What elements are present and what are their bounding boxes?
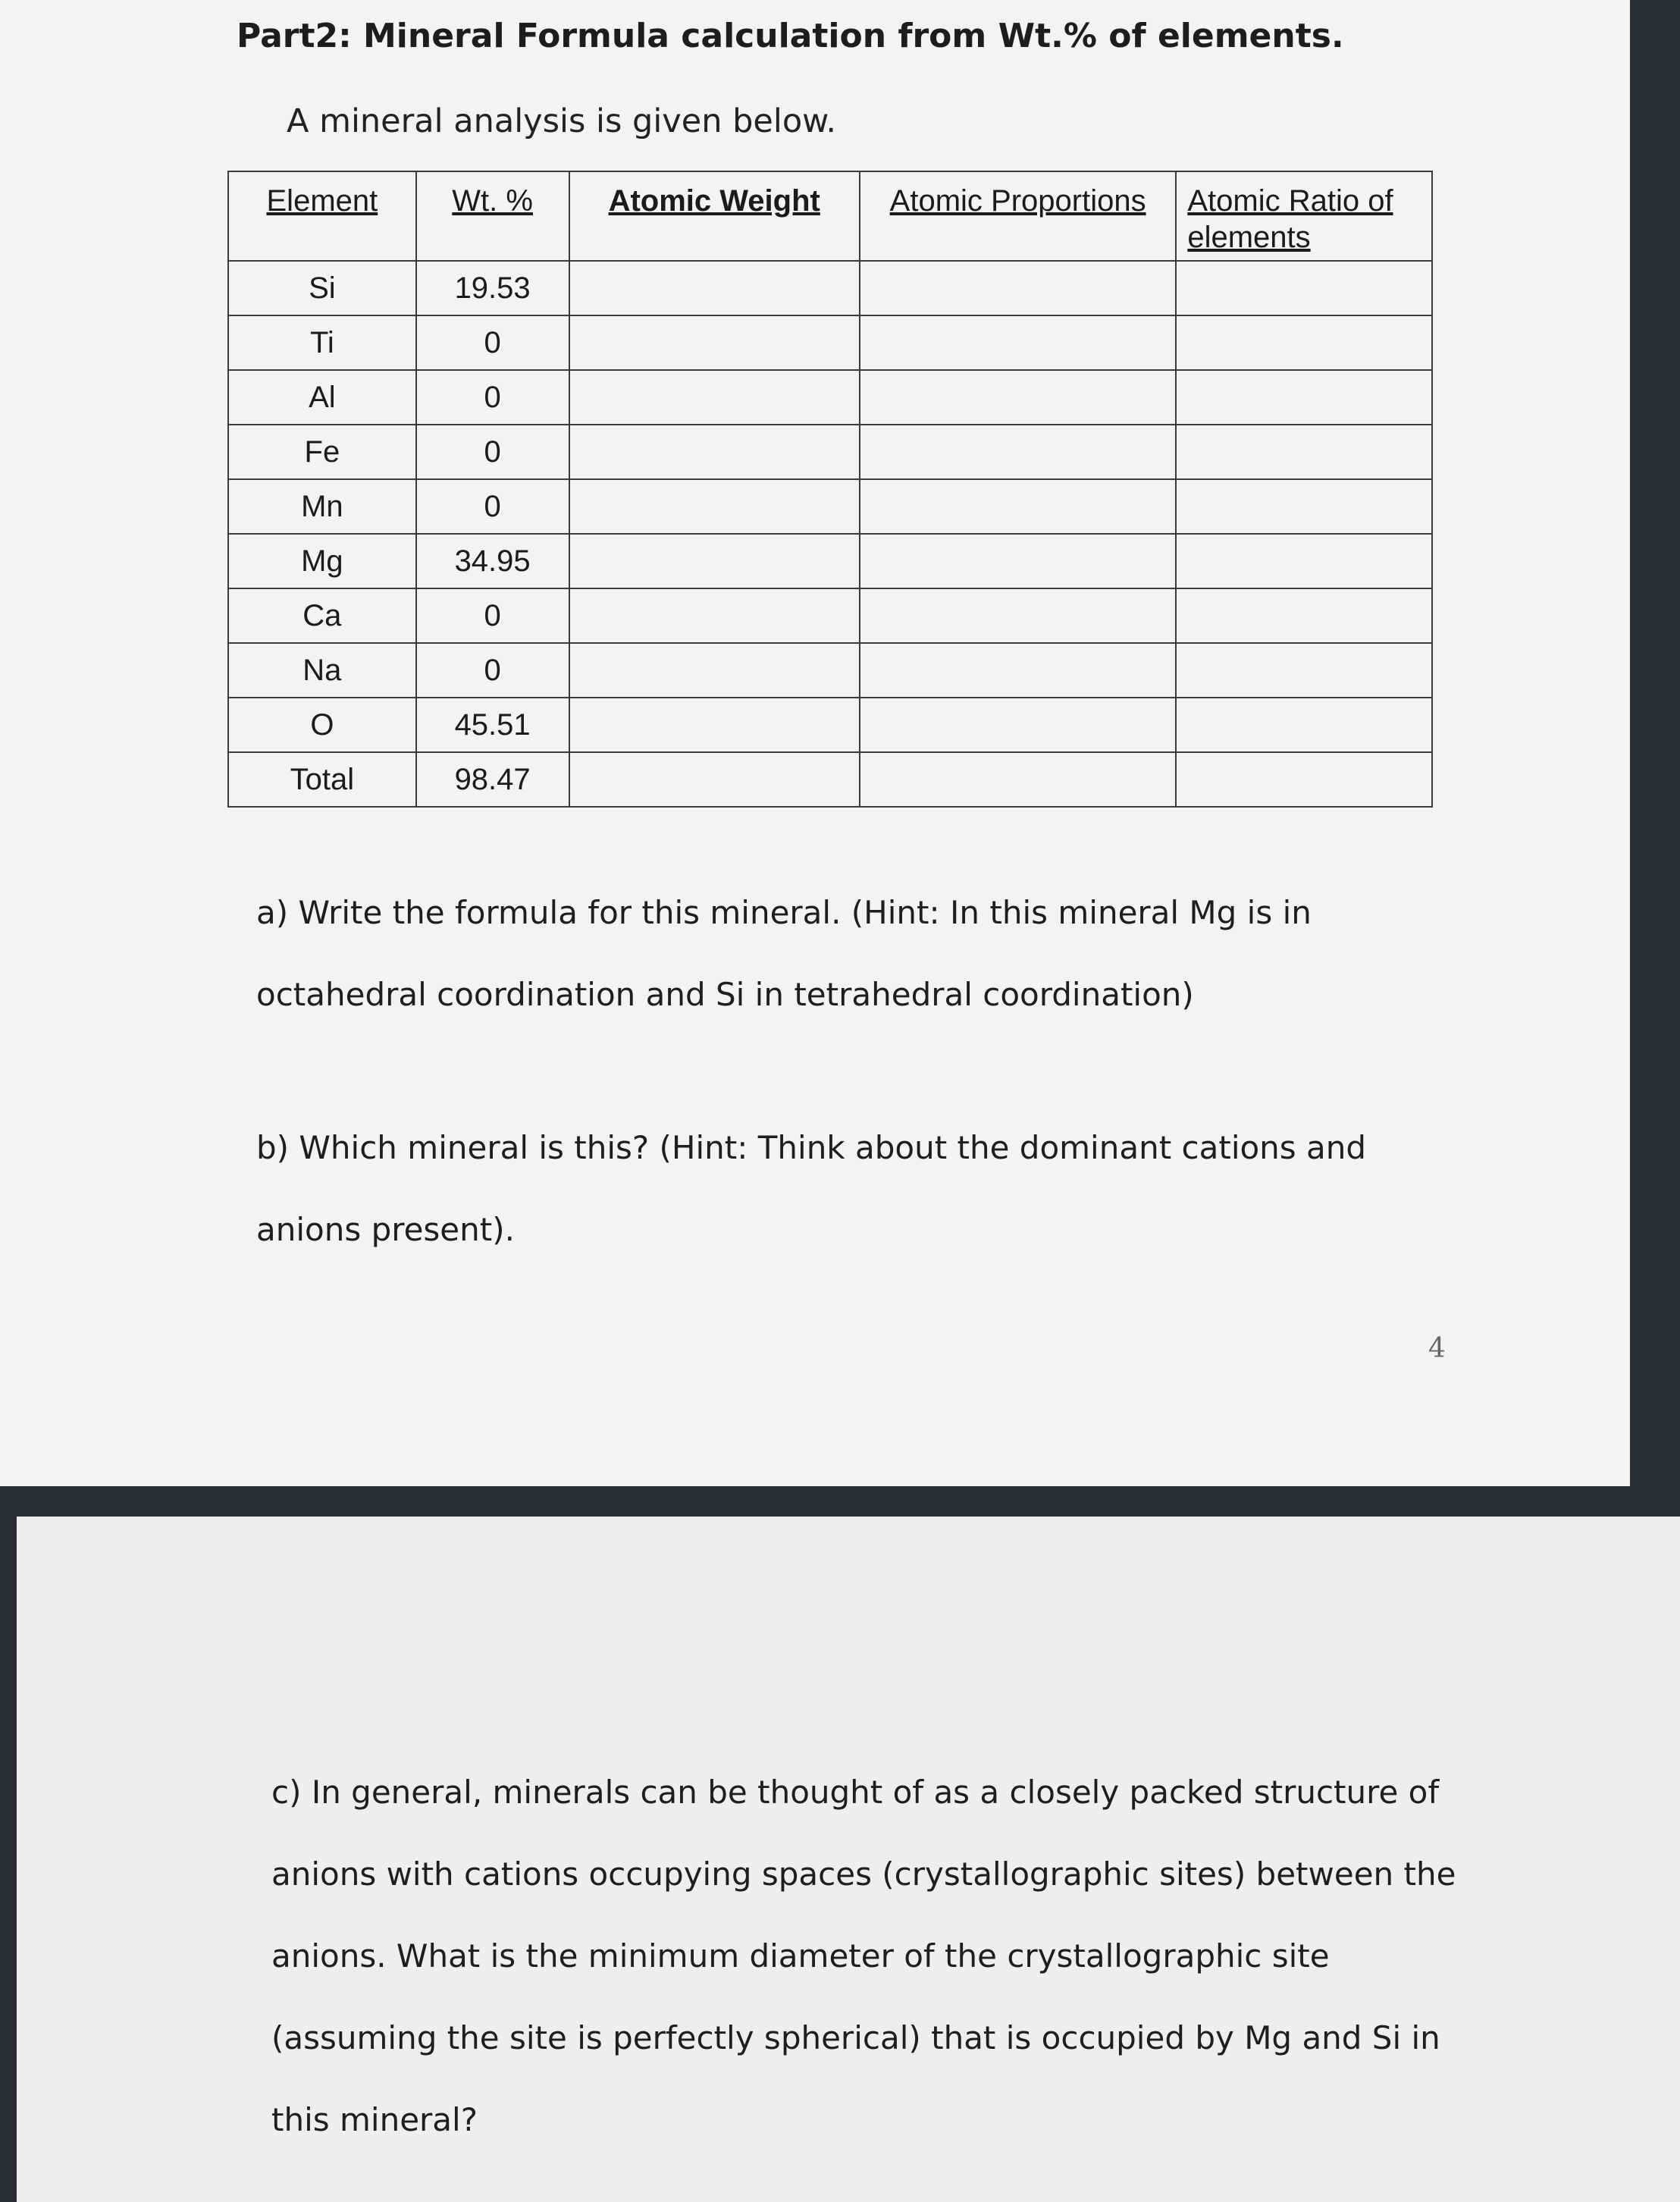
table-cell: 0 — [416, 315, 569, 370]
table-row — [228, 425, 1432, 479]
table-cell: Fe — [228, 425, 416, 479]
table-row — [228, 479, 1432, 534]
table-cell: Ti — [228, 315, 416, 370]
mineral-analysis-table — [227, 171, 1433, 808]
table-cell — [569, 752, 860, 807]
table-cell: 0 — [416, 370, 569, 425]
table-cell — [1176, 315, 1432, 370]
question-a: a) Write the formula for this mineral. (Hint: In this mineral Mg is in octahedral coordination and Si in tetrahedral coordination) — [256, 894, 1312, 1013]
table-cell: 0 — [416, 425, 569, 479]
table-cell — [860, 425, 1176, 479]
table-cell — [569, 479, 860, 534]
table-cell: Na — [228, 643, 416, 698]
table-cell — [860, 370, 1176, 425]
table-cell: Si — [228, 261, 416, 315]
table-cell: 0 — [416, 588, 569, 643]
table-cell — [860, 261, 1176, 315]
table-cell: 34.95 — [416, 534, 569, 588]
intro-text: A mineral analysis is given below. — [287, 102, 837, 140]
question-c: c) In general, minerals can be thought of as a closely packed structure of anions with cations occupying spaces (crystallographic sites) between the anions. What is the minimum diameter of the crystallographic site (assuming the site is perfectly spherical) that is occupied by Mg and Si in this mineral? — [271, 1774, 1456, 2138]
table-cell — [1176, 752, 1432, 807]
table-cell — [569, 315, 860, 370]
table-cell — [1176, 370, 1432, 425]
table-row — [228, 588, 1432, 643]
table-cell: Ca — [228, 588, 416, 643]
table-cell — [1176, 425, 1432, 479]
table-cell — [860, 752, 1176, 807]
header-wt-percent: Wt. % — [416, 171, 569, 261]
table-cell — [1176, 643, 1432, 698]
table-header-row — [228, 171, 1432, 261]
table-cell — [1176, 588, 1432, 643]
table-cell: 98.47 — [416, 752, 569, 807]
table-cell — [1176, 534, 1432, 588]
table-cell — [1176, 261, 1432, 315]
table-cell — [569, 261, 860, 315]
table-cell — [860, 698, 1176, 752]
table-cell — [860, 643, 1176, 698]
question-b: b) Which mineral is this? (Hint: Think about the dominant cations and anions present). — [256, 1129, 1367, 1248]
table-cell: Total — [228, 752, 416, 807]
header-atomic-ratio: Atomic Ratio of elements — [1176, 171, 1432, 261]
table-row — [228, 752, 1432, 807]
table-cell: Mg — [228, 534, 416, 588]
table-cell: Al — [228, 370, 416, 425]
table-cell — [860, 588, 1176, 643]
table-cell: 19.53 — [416, 261, 569, 315]
header-atomic-weight: Atomic Weight — [569, 171, 860, 261]
table-row — [228, 698, 1432, 752]
page-number: 4 — [1428, 1333, 1446, 1364]
table-row — [228, 370, 1432, 425]
table-cell — [860, 315, 1176, 370]
table-cell: 0 — [416, 643, 569, 698]
table-cell: 45.51 — [416, 698, 569, 752]
table-cell — [860, 479, 1176, 534]
table-cell — [860, 534, 1176, 588]
table-row — [228, 315, 1432, 370]
table-cell — [1176, 698, 1432, 752]
table-cell — [569, 425, 860, 479]
table-row — [228, 261, 1432, 315]
table-cell — [569, 588, 860, 643]
table-cell — [569, 534, 860, 588]
table-body — [228, 261, 1432, 807]
part-heading: Part2: Mineral Formula calculation from Wt.% of elements. — [237, 17, 1344, 55]
table-cell — [1176, 479, 1432, 534]
table-cell: O — [228, 698, 416, 752]
header-element: Element — [228, 171, 416, 261]
table-row — [228, 534, 1432, 588]
table-row — [228, 643, 1432, 698]
table-cell: 0 — [416, 479, 569, 534]
table-cell: Mn — [228, 479, 416, 534]
header-atomic-proportions: Atomic Proportions — [860, 171, 1176, 261]
table-cell — [569, 698, 860, 752]
table-cell — [569, 370, 860, 425]
table-cell — [569, 643, 860, 698]
